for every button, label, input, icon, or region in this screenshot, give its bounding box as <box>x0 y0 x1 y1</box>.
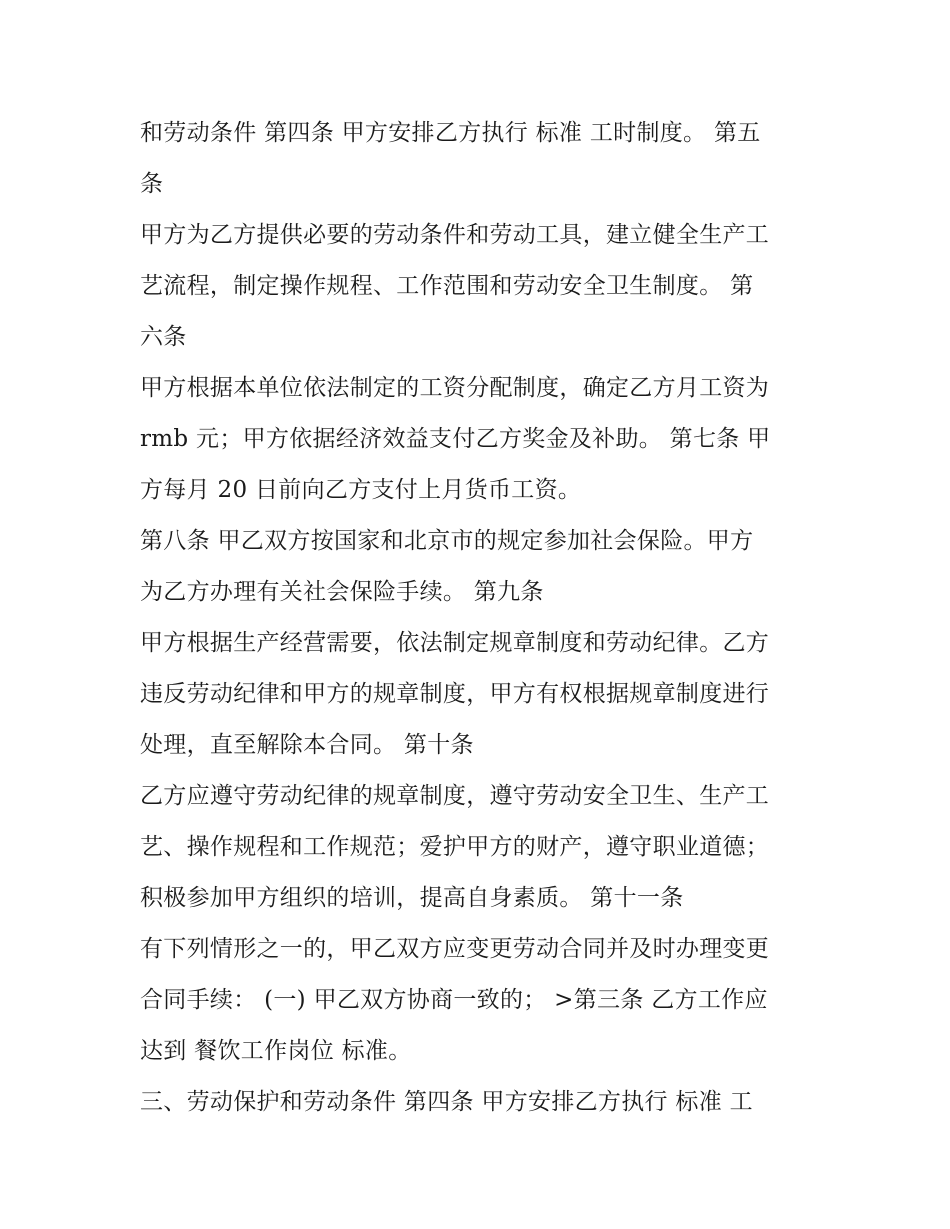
text-line: 六条 <box>140 324 187 350</box>
text-line: 方每月 20 日前向乙方支付上月货币工资。 <box>140 477 582 503</box>
text-line: 甲方根据本单位依法制定的工资分配制度，确定乙方月工资为 <box>140 375 770 401</box>
text-line: 条 <box>140 171 164 197</box>
text-line: 三、劳动保护和劳动条件 第四条 甲方安排乙方执行 标准 工 <box>140 1089 753 1115</box>
text-line: 乙方应遵守劳动纪律的规章制度，遵守劳动安全卫生、生产工 <box>140 783 770 809</box>
document-body <box>140 108 820 1128</box>
text-line: 有下列情形之一的，甲乙双方应变更劳动合同并及时办理变更 <box>140 936 770 962</box>
text-line: 甲方为乙方提供必要的劳动条件和劳动工具，建立健全生产工 <box>140 222 770 248</box>
text-line: 和劳动条件 第四条 甲方安排乙方执行 标准 工时制度。 第五 <box>140 120 761 146</box>
text-line: 为乙方办理有关社会保险手续。 第九条 <box>140 579 544 605</box>
text-line: rmb 元；甲方依据经济效益支付乙方奖金及补助。 第七条 甲 <box>140 426 771 452</box>
text-line: 合同手续： (一) 甲乙双方协商一致的； >第三条 乙方工作应 <box>140 987 768 1013</box>
text-line: 达到 餐饮工作岗位 标准。 <box>140 1038 412 1064</box>
text-line: 艺流程，制定操作规程、工作范围和劳动安全卫生制度。 第 <box>140 273 754 299</box>
text-line: 甲方根据生产经营需要，依法制定规章制度和劳动纪律。乙方 <box>140 630 770 656</box>
text-line: 艺、操作规程和工作规范；爱护甲方的财产，遵守职业道德； <box>140 834 770 860</box>
text-line: 第八条 甲乙双方按国家和北京市的规定参加社会保险。甲方 <box>140 528 754 554</box>
text-line: 处理，直至解除本合同。 第十条 <box>140 732 474 758</box>
text-line: 违反劳动纪律和甲方的规章制度，甲方有权根据规章制度进行 <box>140 681 770 707</box>
text-line: 积极参加甲方组织的培训，提高自身素质。 第十一条 <box>140 885 684 911</box>
